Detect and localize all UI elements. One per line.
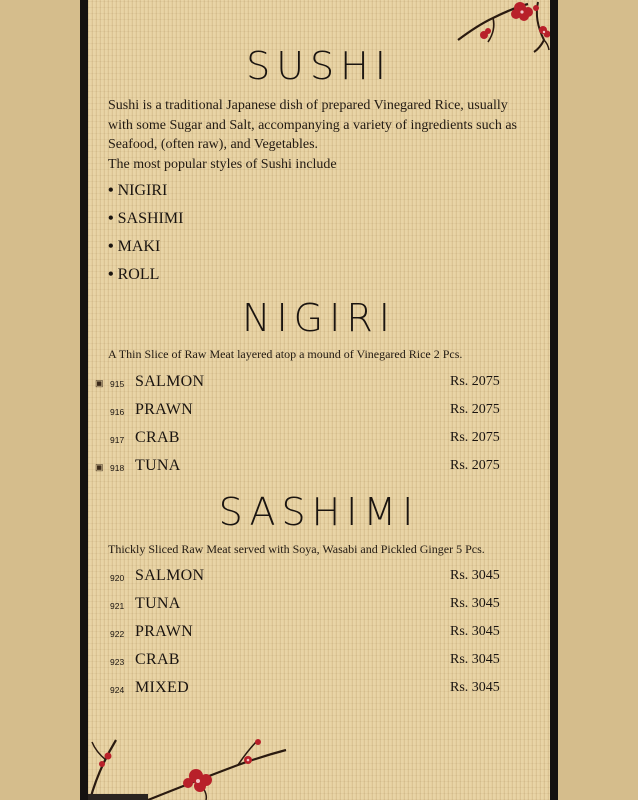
item-code: 918 xyxy=(110,463,125,473)
item-price: Rs. 3045 xyxy=(450,680,500,695)
bullet-icon: • xyxy=(108,266,114,283)
item-code: 915 xyxy=(110,379,125,389)
item-name: CRAB xyxy=(135,429,180,446)
menu-page xyxy=(88,0,550,800)
menu-item-row xyxy=(88,651,550,673)
item-price: Rs. 3045 xyxy=(450,624,500,639)
intro-line: The most popular styles of Sushi include xyxy=(108,156,337,172)
list-item: • ROLL xyxy=(108,266,160,283)
item-price: Rs. 2075 xyxy=(450,402,500,417)
sashimi-heading: SASHIMI xyxy=(218,490,420,534)
item-code: 923 xyxy=(110,657,125,667)
item-marker-icon: ▣ xyxy=(95,462,104,472)
nigiri-heading: NIGIRI xyxy=(242,296,396,340)
menu-item-row xyxy=(88,623,550,645)
item-name: PRAWN xyxy=(135,401,193,418)
item-code: 924 xyxy=(110,685,125,695)
nigiri-description: A Thin Slice of Raw Meat layered atop a mound of Vinegared Rice 2 Pcs. xyxy=(108,347,463,361)
sushi-intro-text xyxy=(108,96,538,174)
item-price: Rs. 2075 xyxy=(450,430,500,445)
item-marker-icon: ▣ xyxy=(95,378,104,388)
menu-frame-left xyxy=(80,0,88,800)
item-name: PRAWN xyxy=(135,623,193,640)
sashimi-description: Thickly Sliced Raw Meat served with Soya, Wasabi and Pickled Ginger 5 Pcs. xyxy=(108,542,485,556)
bullet-icon: • xyxy=(108,182,114,199)
intro-line: Sushi is a traditional Japanese dish of prepared Vinegared Rice, usually xyxy=(108,98,508,113)
item-code: 922 xyxy=(110,629,125,639)
item-name: MIXED xyxy=(135,679,189,696)
list-item: • MAKI xyxy=(108,238,161,255)
menu-item-row xyxy=(88,373,550,395)
item-price: Rs. 2075 xyxy=(450,374,500,389)
item-code: 921 xyxy=(110,601,125,611)
item-price: Rs. 3045 xyxy=(450,652,500,667)
sushi-heading: SUSHI xyxy=(246,44,392,88)
menu-item-row xyxy=(88,595,550,617)
item-price: Rs. 3045 xyxy=(450,596,500,611)
item-name: SALMON xyxy=(135,373,205,390)
item-code: 917 xyxy=(110,435,125,445)
item-price: Rs. 3045 xyxy=(450,568,500,583)
item-code: 920 xyxy=(110,573,125,583)
menu-item-row xyxy=(88,679,550,701)
item-code: 916 xyxy=(110,407,125,417)
menu-item-row xyxy=(88,401,550,423)
bullet-icon: • xyxy=(108,238,114,255)
sushi-styles-list xyxy=(108,179,183,291)
list-item: • SASHIMI xyxy=(108,210,184,227)
item-price: Rs. 2075 xyxy=(450,458,500,473)
item-name: TUNA xyxy=(135,595,181,612)
cherry-blossom-icon xyxy=(88,730,288,800)
menu-frame-right xyxy=(550,0,558,800)
bullet-icon: • xyxy=(108,210,114,227)
menu-item-row xyxy=(88,429,550,451)
item-name: TUNA xyxy=(135,457,181,474)
intro-line: with some Sugar and Salt, accompanying a variety of ingredients such as xyxy=(108,117,518,133)
item-name: SALMON xyxy=(135,567,205,584)
menu-item-row xyxy=(88,457,550,479)
intro-line: Seafood, (often raw), and Vegetables. xyxy=(108,137,319,152)
list-item: • NIGIRI xyxy=(108,182,168,199)
item-name: CRAB xyxy=(135,651,180,668)
menu-item-row xyxy=(88,567,550,589)
